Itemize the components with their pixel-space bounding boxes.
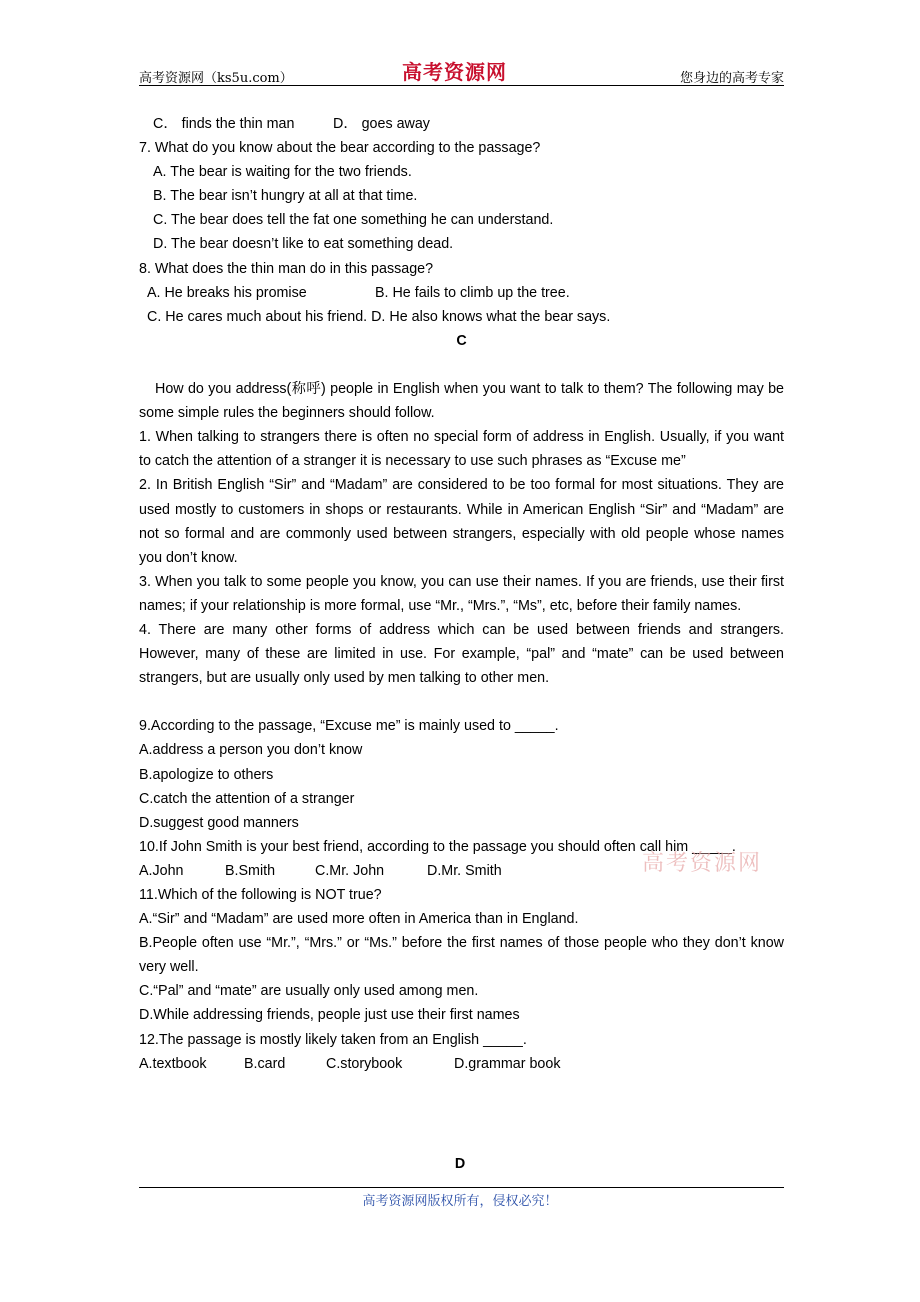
q8-options-row2 — [139, 305, 784, 329]
q8-stem: 8. What does the thin man do in this passage? — [139, 260, 434, 277]
q8-option-b: B. He fails to climb up the tree. — [375, 284, 570, 301]
q9-option-a: A.address a person you don’t know — [139, 742, 363, 759]
q9-stem: 9.According to the passage, “Excuse me” is mainly used to _____. — [139, 718, 559, 735]
q11-option-b: B.People often use “Mr.”, “Mrs.” or “Ms.” before the first names of those people who they don’t know very well. — [139, 935, 784, 976]
section-c-heading: C — [456, 332, 467, 349]
q10-stem: 10.If John Smith is your best friend, according to the passage you should often call him _____. — [139, 838, 736, 855]
q7-stem: 7. What do you know about the bear according to the passage? — [139, 140, 541, 157]
q8-option-d: D. He also knows what the bear says. — [371, 308, 611, 325]
q11-option-d: D.While addressing friends, people just use their first names — [139, 1007, 520, 1024]
q7-option-a: A. The bear is waiting for the two friends. — [153, 164, 412, 181]
q12-stem: 12.The passage is mostly likely taken from an English _____. — [139, 1031, 527, 1048]
q10-option-b: B.Smith — [225, 862, 276, 879]
q12-option-d: D.grammar book — [454, 1055, 561, 1072]
q8-options-row1 — [139, 281, 784, 305]
section-c-rule-4: 4. There are many other forms of address which can be used between friends and strangers. However, many of these are limited in use. For example, “pal” and “mate” can be used between strangers, but are usually only used by men talking to other men. — [139, 621, 784, 687]
section-c-rule-1: 1. When talking to strangers there is often no special form of address in English. Usually, if you want to catch the attention of a stranger it is necessary to use such phrases as “Excuse me” — [139, 429, 784, 470]
header-slogan: 您身边的高考专家 — [679, 71, 784, 86]
q9-option-c: C.catch the attention of a stranger — [139, 790, 355, 807]
q12-option-c: C.storybook — [326, 1055, 403, 1072]
q6-options — [139, 112, 784, 136]
q6-option-d: D． goes away — [333, 116, 430, 132]
q11-option-c: C.“Pal” and “mate” are usually only used among men. — [139, 983, 479, 1000]
q9-option-b: B.apologize to others — [139, 766, 274, 783]
q7-option-d: D. The bear doesn’t like to eat something dead. — [153, 236, 454, 253]
q11-stem: 11.Which of the following is NOT true? — [139, 887, 382, 903]
q11-option-a: A.“Sir” and “Madam” are used more often in America than in England. — [139, 911, 579, 928]
q6-option-c: C． finds the thin man — [153, 116, 295, 132]
section-d-heading: D — [454, 1156, 466, 1172]
section-c-rule-2: 2. In British English “Sir” and “Madam” are considered to be too formal for most situations. They are used mostly to customers in shops or restaurants. While in American English “Sir” and “Madam” are not so formal and are commonly used between strangers, especially with old people whose names you don’t know. — [139, 477, 784, 566]
q10-option-a: A.John — [139, 862, 184, 879]
q10-option-c: C.Mr. John — [315, 862, 385, 879]
header-logo: 高考资源网 — [402, 60, 507, 84]
footer-divider — [139, 1187, 784, 1188]
q12-option-a: A.textbook — [139, 1055, 207, 1072]
page-header — [139, 58, 784, 88]
q12-options — [139, 1052, 784, 1076]
section-c-rule-3: 3. When you talk to some people you know, you can use their names. If you are friends, use their first names; if your relationship is more formal, use “Mr., “Mrs.”, “Ms”, etc, before their family names. — [139, 573, 784, 614]
q9-option-d: D.suggest good manners — [139, 814, 299, 831]
q8-option-a: A. He breaks his promise — [147, 284, 307, 301]
q10-option-d: D.Mr. Smith — [427, 862, 502, 879]
document-body — [139, 112, 784, 1076]
q8-option-c: C. He cares much about his friend. — [147, 308, 368, 325]
section-c-intro: How do you address(称呼) people in English when you want to talk to them? The following may be some simple rules the beginners should follow. — [139, 381, 784, 422]
header-divider — [139, 85, 784, 86]
q12-option-b: B.card — [244, 1055, 286, 1072]
watermark-stamp: 高考资源网 — [642, 851, 763, 876]
q7-option-b: B. The bear isn’t hungry at all at that time. — [153, 188, 418, 205]
q7-option-c: C. The bear does tell the fat one something he can understand. — [153, 212, 554, 229]
header-site-name: 高考资源网（ks5u.com） — [139, 71, 293, 86]
footer-copyright: 高考资源网版权所有，侵权必究！ — [362, 1194, 558, 1209]
